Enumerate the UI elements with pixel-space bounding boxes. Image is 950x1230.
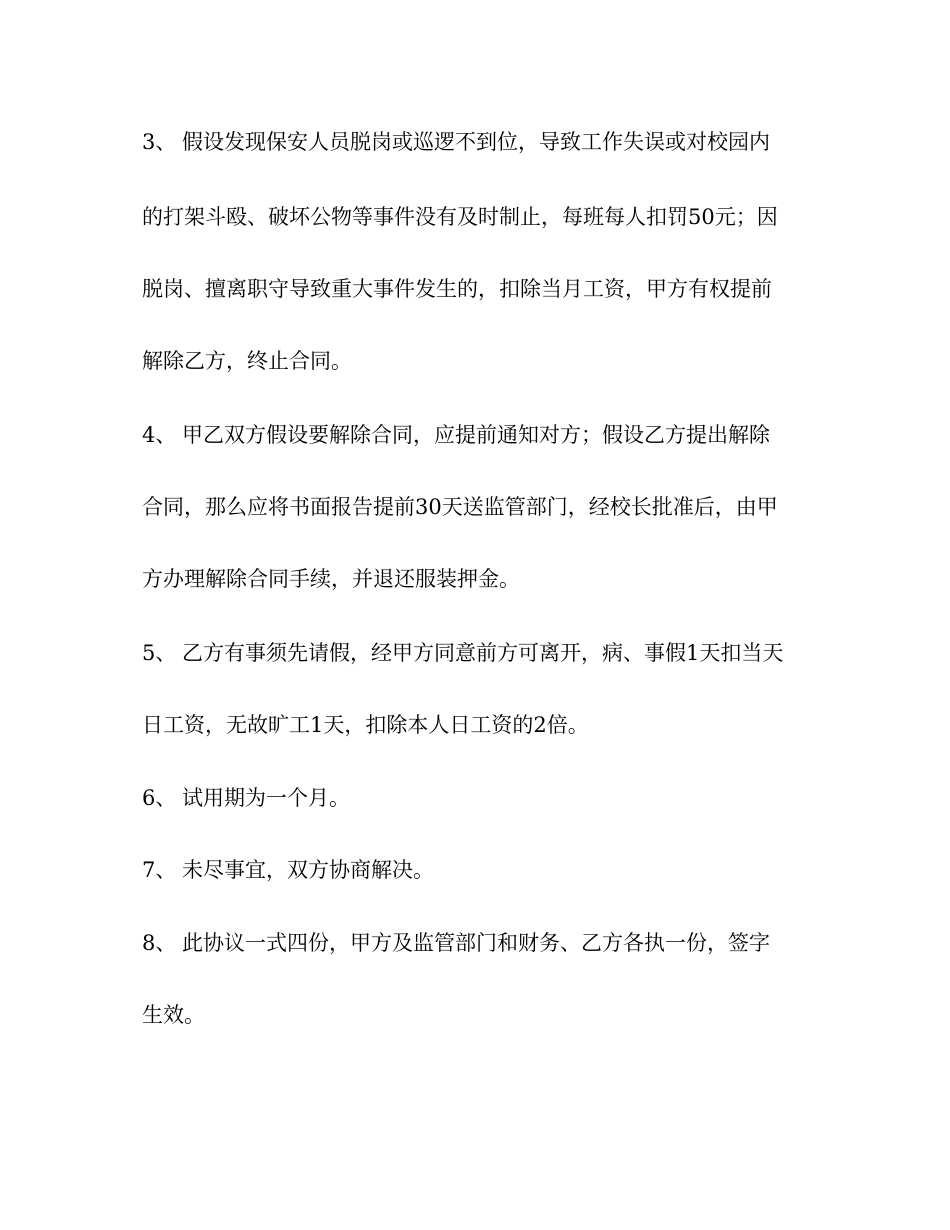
- item-4-line-3: 方办理解除合同手续，并退还服装押金。: [142, 567, 520, 591]
- item-7-number: 7、: [142, 858, 177, 882]
- item-5-text: 乙方有事须先请假，经甲方同意前方可离开，病、事假1天扣当天: [182, 641, 784, 665]
- item-8-line-1: [142, 927, 822, 959]
- item-3-line-3: 脱岗、擅离职守导致重大事件发生的，扣除当月工资，甲方有权提前: [142, 277, 772, 301]
- item-3-line-2: 的打架斗殴、破坏公物等事件没有及时制止，每班每人扣罚50元；因: [142, 205, 778, 229]
- item-4-number: 4、: [142, 423, 177, 447]
- item-3-number: 3、: [142, 130, 177, 154]
- item-4-line-2: 合同，那么应将书面报告提前30天送监管部门，经校长批准后，由甲: [142, 495, 778, 519]
- item-8-number: 8、: [142, 931, 177, 955]
- item-7-text: 未尽事宜，双方协商解决。: [182, 858, 434, 882]
- item-3-line-4: 解除乙方，终止合同。: [142, 349, 352, 373]
- item-3-text: 假设发现保安人员脱岗或巡逻不到位，导致工作失误或对校园内: [182, 130, 770, 154]
- item-4-text: 甲乙双方假设要解除合同，应提前通知对方；假设乙方提出解除: [182, 423, 770, 447]
- item-6-text: 试用期为一个月。: [182, 786, 350, 810]
- item-5-number: 5、: [142, 641, 177, 665]
- item-4-line-1: [142, 419, 822, 451]
- item-8-line-2: 生效。: [142, 1003, 205, 1027]
- item-6-number: 6、: [142, 786, 177, 810]
- item-3-line-1: [142, 126, 822, 158]
- item-7-line-1: [142, 854, 822, 886]
- item-8-text: 此协议一式四份，甲方及监管部门和财务、乙方各执一份，签字: [182, 931, 770, 955]
- item-6-line-1: [142, 782, 822, 814]
- item-5-line-2: 日工资，无故旷工1天，扣除本人日工资的2倍。: [142, 713, 589, 737]
- item-5-line-1: [142, 637, 822, 669]
